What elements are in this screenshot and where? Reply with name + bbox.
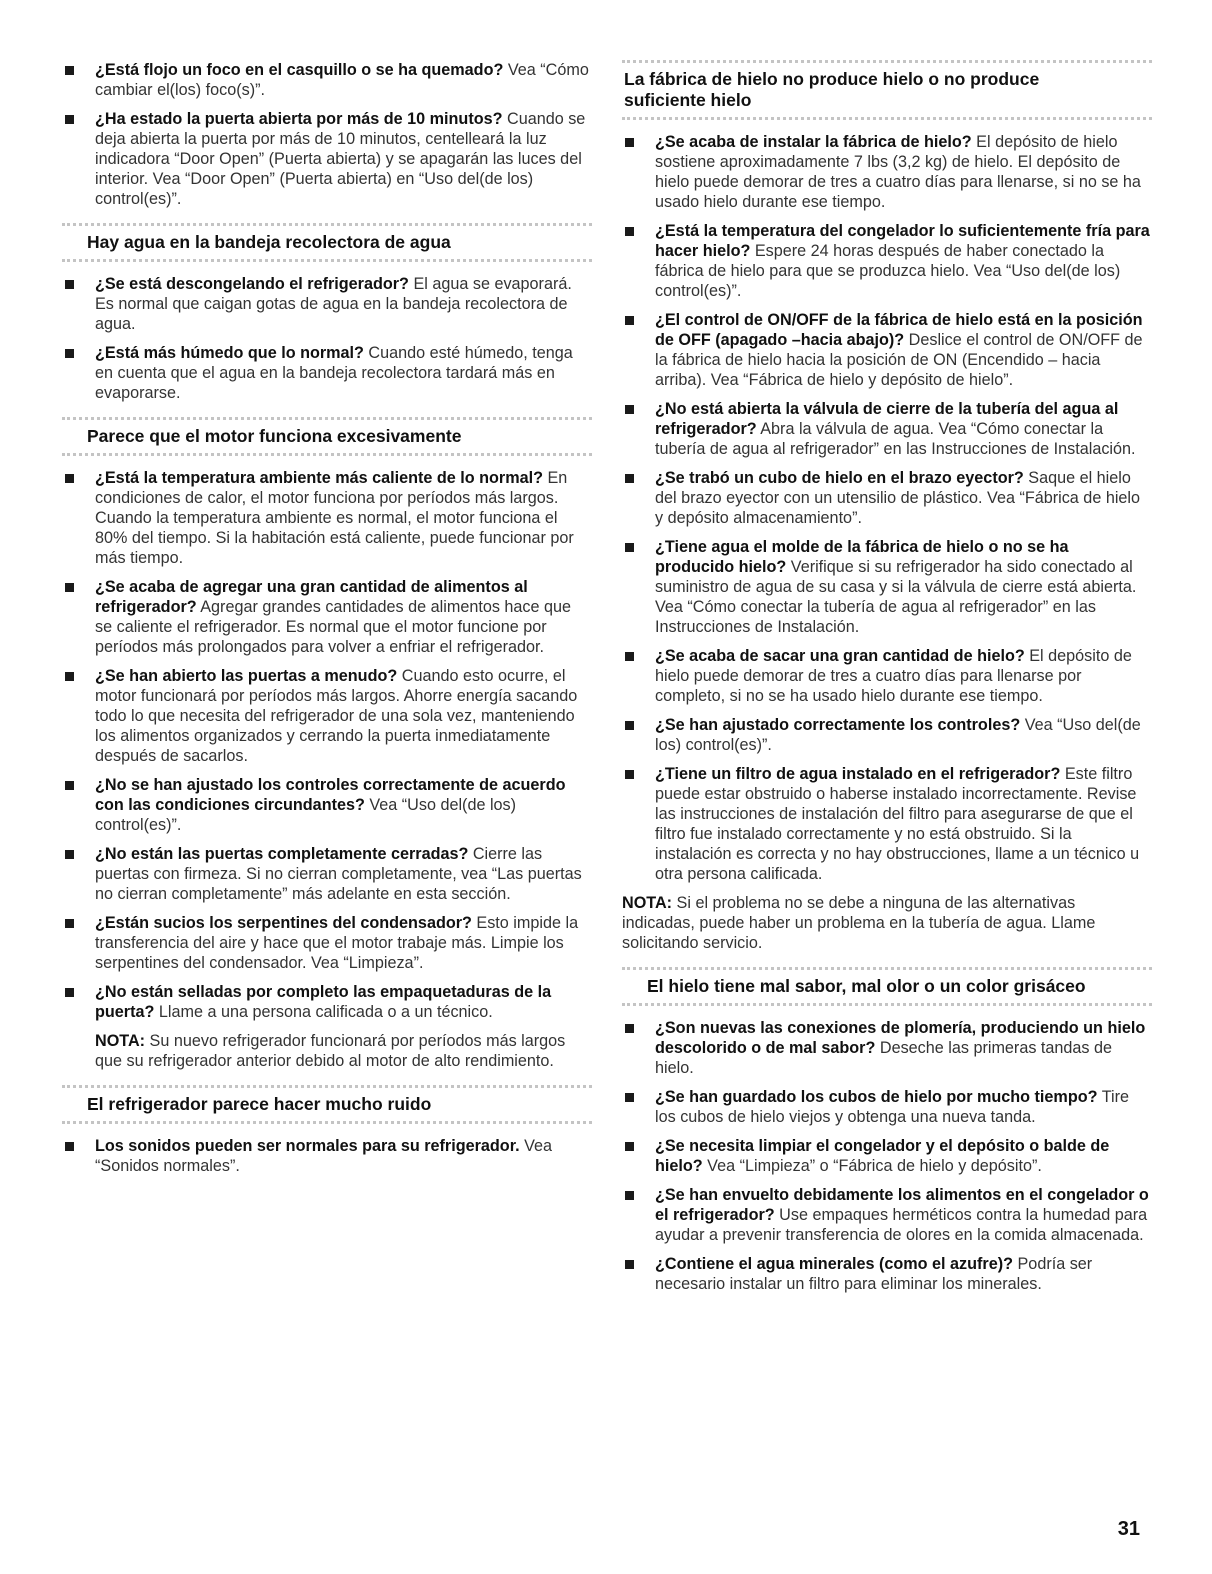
list-item: ¿Tiene un filtro de agua instalado en el refrigerador? Este filtro puede estar obstruido o haberse instalado incorrectamente. Revise las instrucciones de instalación del filtro para asegurarse de que el filtro fue instalado correctamente y no está obstruido. Si la instalación es correcta y no hay obstrucciones, llame a un técnico u otra persona calificada.: [622, 764, 1152, 884]
note: NOTA: Si el problema no se debe a ninguna de las alternativas indicadas, puede haber un problema en la tubería de agua. Llame solicitando servicio.: [622, 894, 1096, 952]
list-item: ¿Están sucios los serpentines del condensador? Esto impide la transferencia del aire y hace que el motor trabaje más. Limpie los serpentines del condensador. Vea “Limpieza”.: [62, 913, 592, 973]
list-item: ¿El control de ON/OFF de la fábrica de hielo está en la posición de OFF (apagado –hacia abajo)? Deslice el control de ON/OFF de la fábrica de hielo hacia la posición de ON (Encendido – hacia arriba). Vea “Fábrica de hielo y depósito de hielo”.: [622, 310, 1152, 390]
list-item: ¿Tiene agua el molde de la fábrica de hielo o no se ha producido hielo? Verifique si su refrigerador ha sido conectado al suministro de agua de su casa y si la válvula de cierre está abierta. Vea “Cómo conectar la tubería de agua al refrigerador” en las Instrucciones de Instalación.: [622, 537, 1152, 637]
section-heading: El hielo tiene mal sabor, mal olor o un color grisáceo: [622, 967, 1152, 1006]
list-item: ¿Se han envuelto debidamente los alimentos en el congelador o el refrigerador? Use empaques herméticos contra la humedad para ayudar a prevenir transferencia de olores en la comida almacenada.: [622, 1185, 1152, 1245]
list-item: ¿Está la temperatura ambiente más caliente de lo normal? En condiciones de calor, el motor funciona por períodos más largos. Cuando la temperatura ambiente es normal, el motor funciona el 80% del tiempo. Si la habitación está caliente, puede funcionar por más tiempo.: [62, 468, 592, 568]
section-heading: El refrigerador parece hacer mucho ruido: [62, 1085, 592, 1124]
list-item: ¿Está más húmedo que lo normal? Cuando esté húmedo, tenga en cuenta que el agua en la bandeja recolectora tardará más en evaporarse.: [62, 343, 592, 403]
list-item: ¿No están selladas por completo las empaquetaduras de la puerta? Llame a una persona calificada o a un técnico.: [62, 982, 592, 1022]
list-item: ¿Son nuevas las conexiones de plomería, produciendo un hielo descolorido o de mal sabor? Deseche las primeras tandas de hielo.: [622, 1018, 1152, 1078]
list-item: ¿Está la temperatura del congelador lo suficientemente fría para hacer hielo? Espere 24 horas después de haber conectado la fábrica de hielo para que se produzca hielo. Vea “Uso del(de los) control(es)”.: [622, 221, 1152, 301]
list-item: ¿Contiene el agua minerales (como el azufre)? Podría ser necesario instalar un filtro para eliminar los minerales.: [622, 1254, 1152, 1294]
list-item: ¿Se acaba de instalar la fábrica de hielo? El depósito de hielo sostiene aproximadamente 7 lbs (3,2 kg) de hielo. El depósito de hielo puede demorar de tres a cuatro días para llenarse, si no se ha usado hielo durante ese tiempo.: [622, 132, 1152, 212]
list-item: ¿Se está descongelando el refrigerador? El agua se evaporará. Es normal que caigan gotas de agua en la bandeja recolectora de agua.: [62, 274, 592, 334]
section-heading: Hay agua en la bandeja recolectora de agua: [62, 223, 592, 262]
list-item: ¿Se acaba de sacar una gran cantidad de hielo? El depósito de hielo puede demorar de tres a cuatro días para llenarse por completo, si no se ha usado hielo durante ese tiempo.: [622, 646, 1152, 706]
list-item: Los sonidos pueden ser normales para su refrigerador. Vea “Sonidos normales”.: [62, 1136, 592, 1176]
list-item: ¿Se acaba de agregar una gran cantidad de alimentos al refrigerador? Agregar grandes cantidades de alimentos hace que se caliente el refrigerador. Es normal que el motor funcione por períodos más prolongados para volver a enfriar el refrigerador.: [62, 577, 592, 657]
section-heading: La fábrica de hielo no produce hielo o no produce suficiente hielo: [622, 60, 1152, 120]
list-item: ¿Se han ajustado correctamente los controles? Vea “Uso del(de los) control(es)”.: [622, 715, 1152, 755]
note: NOTA: Su nuevo refrigerador funcionará por períodos más largos que su refrigerador anterior debido al motor de alto rendimiento.: [95, 1032, 566, 1070]
right-column: [622, 60, 1152, 1303]
left-column: [62, 60, 592, 1185]
list-item: ¿No está abierta la válvula de cierre de la tubería del agua al refrigerador? Abra la válvula de agua. Vea “Cómo conectar la tubería de agua al refrigerador” en las Instrucciones de Instalación.: [622, 399, 1152, 459]
list-item: ¿Está flojo un foco en el casquillo o se ha quemado? Vea “Cómo cambiar el(los) foco(s)”.: [62, 60, 592, 100]
page-number: 31: [1117, 1518, 1140, 1540]
list-item: ¿Se han abierto las puertas a menudo? Cuando esto ocurre, el motor funcionará por períodos más largos. Ahorre energía sacando todo lo que necesita del refrigerador de una sola vez, manteniendo los alimentos organizados y cerrando la puerta inmediatamente después de sacarlos.: [62, 666, 592, 766]
list-item: ¿No están las puertas completamente cerradas? Cierre las puertas con firmeza. Si no cierran completamente, vea “Las puertas no cierran completamente” más adelante en esta sección.: [62, 844, 592, 904]
list-item: ¿No se han ajustado los controles correctamente de acuerdo con las condiciones circundantes? Vea “Uso del(de los) control(es)”.: [62, 775, 592, 835]
list-item: ¿Se han guardado los cubos de hielo por mucho tiempo? Tire los cubos de hielo viejos y obtenga una nueva tanda.: [622, 1087, 1152, 1127]
list-item: ¿Ha estado la puerta abierta por más de 10 minutos? Cuando se deja abierta la puerta por más de 10 minutos, centelleará la luz indicadora “Door Open” (Puerta abierta) y se apagarán las luces del interior. Vea “Door Open” (Puerta abierta) en “Uso del(de los) control(es)”.: [62, 109, 592, 209]
section-heading: Parece que el motor funciona excesivamente: [62, 417, 592, 456]
list-item: ¿Se trabó un cubo de hielo en el brazo eyector? Saque el hielo del brazo eyector con un utensilio de plástico. Vea “Fábrica de hielo y depósito almacenamiento”.: [622, 468, 1152, 528]
list-item: ¿Se necesita limpiar el congelador y el depósito o balde de hielo? Vea “Limpieza” o “Fábrica de hielo y depósito”.: [622, 1136, 1152, 1176]
